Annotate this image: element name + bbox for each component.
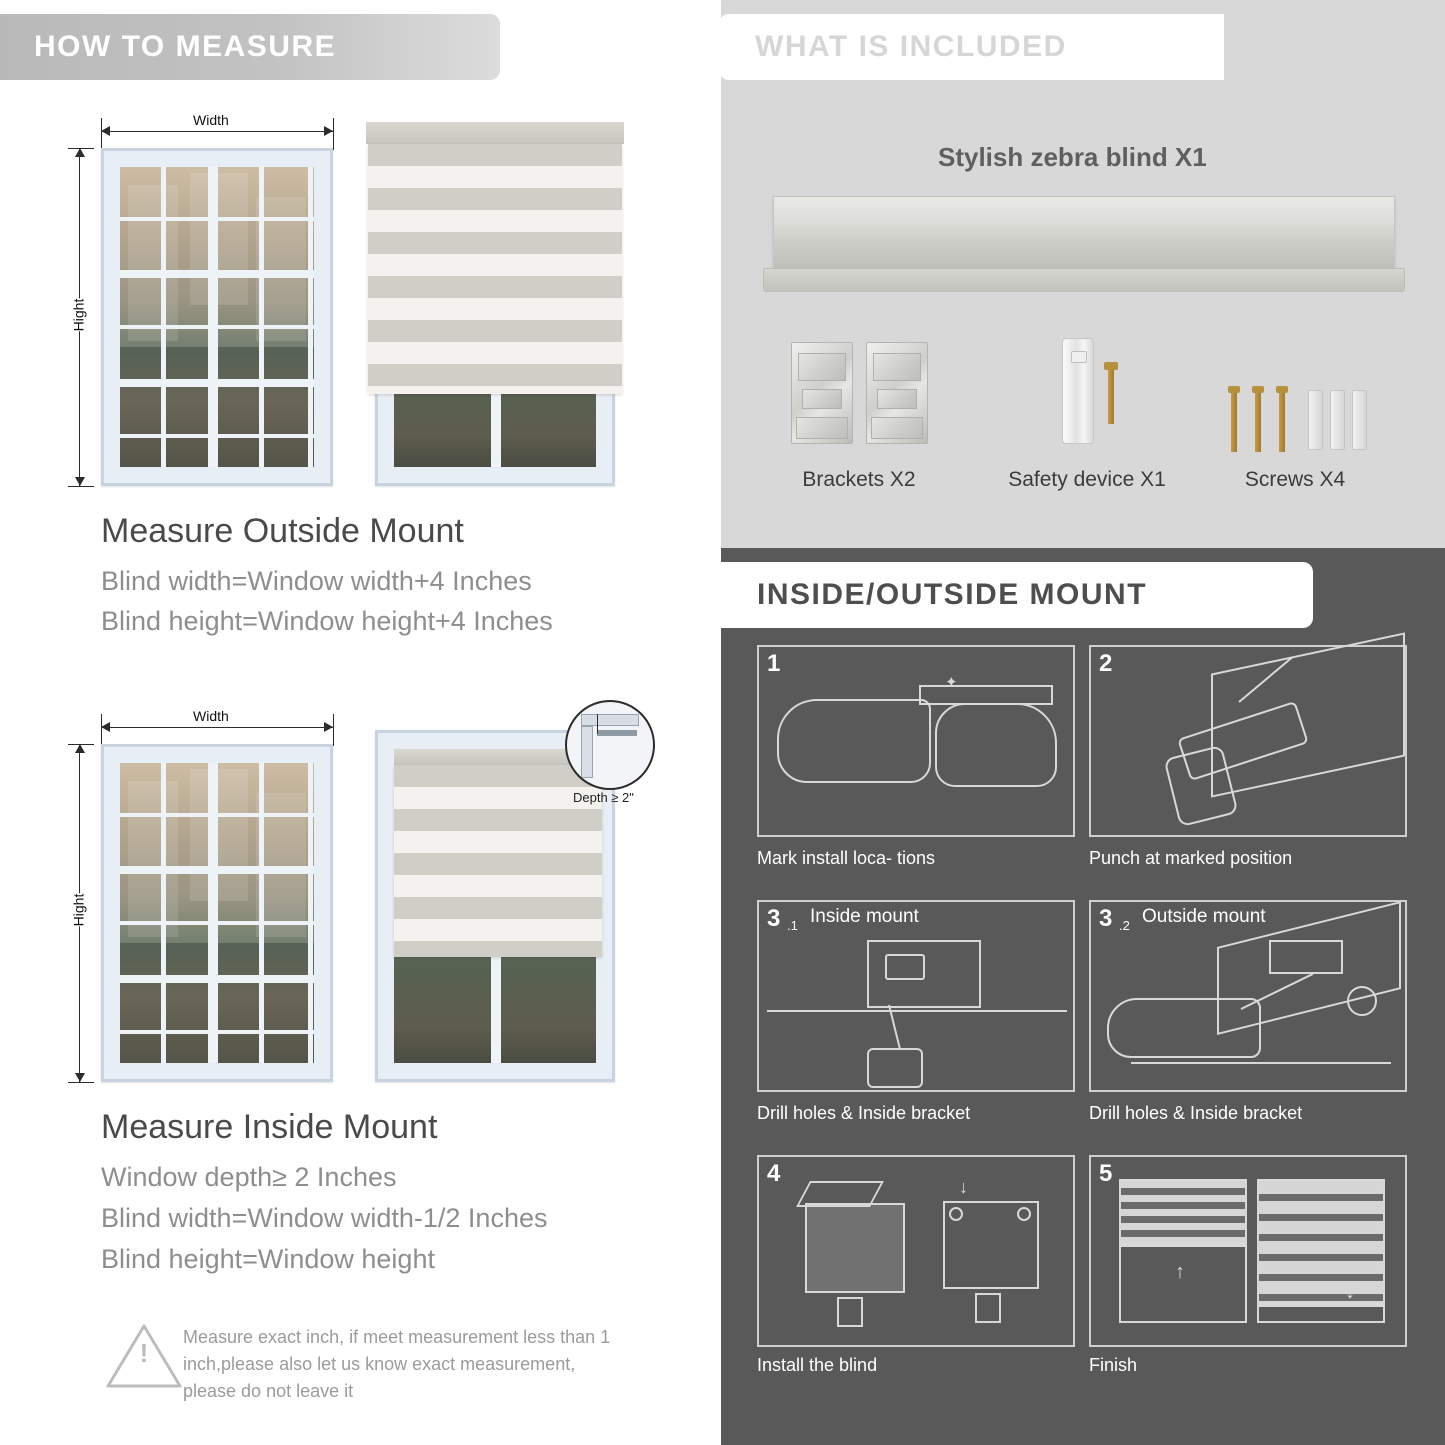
bracket-right-base: [871, 417, 923, 439]
window-outside-mullion-h1: [120, 270, 314, 278]
inside-width-tick-right: [333, 714, 334, 746]
what-is-included-banner: [719, 14, 1224, 80]
scene-building-2: [190, 173, 248, 305]
depth-callout-top-rail: [581, 714, 639, 726]
step-3-2-illustration: [1089, 900, 1407, 1092]
window-outside-grid-v3: [308, 167, 313, 467]
depth-callout-blind: [597, 730, 637, 736]
bracket-right-slot: [877, 389, 917, 409]
included-item-label-safety: Safety device X1: [1008, 468, 1166, 491]
screw-3-head: [1276, 386, 1288, 393]
window-outside-mullion-h2: [120, 379, 314, 387]
bracket-left: [791, 342, 853, 444]
step1-hand-right: [935, 703, 1057, 787]
outside-height-tick-top: [68, 148, 94, 149]
screw-1-body: [1231, 393, 1237, 452]
window-inside-mullion-h1: [120, 866, 314, 874]
inside-mount-line3: Blind height=Window height: [101, 1244, 435, 1274]
step-4-illustration: [757, 1155, 1075, 1347]
depth-callout-circle: [565, 700, 655, 790]
bracket-right: [866, 342, 928, 444]
inside-height-arrow-up: [75, 744, 85, 753]
window-outside-mount: [101, 148, 333, 486]
product-blind-bottom-rail: [763, 268, 1405, 292]
outside-height-arrow-down: [75, 477, 85, 486]
inside-height-tick-top: [68, 744, 94, 745]
step-1-number: 1: [767, 650, 781, 677]
bracket-left-base: [796, 417, 848, 439]
depth-callout-measure-line: [597, 714, 598, 734]
product-blind-body: [773, 196, 1395, 270]
step-5-caption: Finish: [1089, 1355, 1138, 1375]
step4-screw-dot-2: [949, 1207, 963, 1221]
window-outside-grid-v2: [259, 167, 264, 467]
measure-note-text: Measure exact inch, if meet measurement less than 1 inch,please also let us know exact measurement, please do not leave it: [183, 1327, 611, 1401]
step4-blind-right-weight: [975, 1293, 1001, 1323]
step-1-illustration: [757, 645, 1075, 837]
outside-blind-zebra-fabric: [368, 144, 622, 394]
window-outside-grid-h3: [120, 434, 314, 438]
safety-device-hole: [1071, 351, 1087, 363]
step-2-illustration: [1089, 645, 1407, 837]
safety-screw-head: [1104, 362, 1118, 370]
step-5-number: 5: [1099, 1160, 1113, 1187]
window-inside-grid-h2: [120, 921, 314, 925]
step32-screw-circle: [1347, 986, 1377, 1016]
anchor-1: [1308, 390, 1323, 450]
step4-bracket-clip: [796, 1181, 884, 1207]
screw-3-body: [1279, 393, 1285, 452]
step-3-1-illustration: [757, 900, 1075, 1092]
inside-width-dim-line: [101, 727, 333, 728]
step2-wall-corner: [1211, 632, 1405, 797]
anchor-3: [1352, 390, 1367, 450]
included-item-label-brackets: Brackets X2: [802, 468, 916, 491]
included-item-label-screws: Screws X4: [1244, 468, 1346, 491]
step5-down-arrow-icon: ↓: [1345, 1281, 1355, 1303]
step32-hand: [1107, 998, 1261, 1058]
step4-screw-dot-1: [1017, 1207, 1031, 1221]
step4-down-arrow-icon: ↓: [959, 1177, 968, 1197]
depth-label: Depth ≥ 2": [573, 790, 634, 805]
bracket-left-tab: [798, 353, 846, 381]
step-3-1-subnumber: .1: [787, 918, 798, 933]
window-outside-grid-h2: [120, 325, 314, 329]
inside-blind-zebra-fabric: [394, 765, 602, 957]
screw-1-head: [1228, 386, 1240, 393]
safety-device-screw: [1104, 362, 1118, 424]
anchor-2: [1330, 390, 1345, 450]
warning-mark: !: [139, 1338, 149, 1368]
how-to-measure-banner: [0, 14, 500, 80]
outside-width-arrow-left: [101, 126, 110, 136]
window-inside-mullion-h2: [120, 975, 314, 983]
screw-3: [1276, 386, 1288, 452]
inside-mount-line2: Blind width=Window width-1/2 Inches: [101, 1203, 548, 1233]
inside-width-label: Width: [188, 708, 234, 724]
outside-mount-line1: Blind width=Window width+4 Inches: [101, 566, 532, 596]
step-2-number: 2: [1099, 650, 1113, 677]
step32-wall-line: [1131, 1062, 1391, 1064]
step31-ceiling-line: [767, 1010, 1067, 1012]
step4-blind-left: [805, 1203, 905, 1293]
step-1-caption: Mark install loca- tions: [757, 848, 936, 868]
window-inside-grid-h3: [120, 1030, 314, 1034]
step5-blind-closed: [1257, 1179, 1385, 1307]
step31-bracket-hole: [885, 954, 925, 980]
scene3-building-1: [128, 781, 178, 937]
screw-2: [1252, 386, 1264, 452]
inside-mount-title: Measure Inside Mount: [101, 1108, 438, 1146]
step-3-1-inline-label: Inside mount: [810, 906, 919, 927]
step-4-number: 4: [767, 1160, 781, 1187]
safety-screw-body: [1108, 370, 1114, 424]
step32-bracket: [1269, 940, 1343, 974]
safety-device: [1062, 338, 1094, 444]
screw-2-head: [1252, 386, 1264, 393]
step-3-1-number: 3: [767, 905, 781, 932]
window-inside-grid-v1: [161, 763, 166, 1063]
inside-mount-line1: Window depth≥ 2 Inches: [101, 1162, 397, 1192]
step-3-2-number: 3: [1099, 905, 1113, 932]
inside-width-tick-left: [101, 714, 102, 746]
inside-width-arrow-left: [101, 722, 110, 732]
window-inside-grid-v3: [308, 763, 313, 1063]
what-is-included-title: WHAT IS INCLUDED: [755, 30, 1067, 63]
outside-height-label: Hight: [70, 298, 87, 332]
step5-up-arrow-icon: ↑: [1175, 1261, 1185, 1283]
step5-blind-open: [1119, 1179, 1247, 1247]
step1-spark-icon: ✦: [945, 674, 958, 691]
step-3-2-inline-label: Outside mount: [1142, 906, 1266, 927]
step5-window-right: [1257, 1303, 1385, 1323]
how-to-measure-title: HOW TO MEASURE: [34, 30, 337, 63]
screw-1: [1228, 386, 1240, 452]
outside-width-tick-right: [333, 118, 334, 150]
window-inside-mullion-v: [208, 763, 218, 1063]
scene3-building-2: [190, 769, 248, 901]
step-5-illustration: [1089, 1155, 1407, 1347]
step-3-1-caption: Drill holes & Inside bracket: [757, 1103, 971, 1123]
step-3-2-subnumber: .2: [1119, 918, 1130, 933]
bracket-left-slot: [802, 389, 842, 409]
outside-height-tick-bottom: [68, 486, 94, 487]
step-2-caption: Punch at marked position: [1089, 848, 1293, 868]
inside-outside-mount-banner: [721, 562, 1313, 628]
inside-height-label: Hight: [70, 893, 87, 927]
step-3-2-caption: Drill holes & Inside bracket: [1089, 1103, 1303, 1123]
included-heading: Stylish zebra blind X1: [938, 142, 1207, 172]
bracket-right-tab: [873, 353, 921, 381]
step31-screwdriver-handle: [867, 1048, 923, 1088]
step1-tape-measure: [919, 685, 1053, 705]
outside-width-tick-left: [101, 118, 102, 150]
outside-width-dim-line: [101, 131, 333, 132]
step4-blind-left-weight: [837, 1297, 863, 1327]
outside-width-label: Width: [188, 112, 234, 128]
window-inside-mount: [101, 744, 333, 1082]
step1-hand-left: [777, 699, 931, 783]
inside-height-tick-bottom: [68, 1082, 94, 1083]
screw-2-body: [1255, 393, 1261, 452]
window-outside-grid-h1: [120, 217, 314, 221]
step-4-caption: Install the blind: [757, 1355, 878, 1375]
window-with-inside-blind: [375, 730, 615, 1082]
inside-outside-mount-title: INSIDE/OUTSIDE MOUNT: [757, 578, 1148, 611]
outside-mount-title: Measure Outside Mount: [101, 512, 464, 550]
scene-building-1: [128, 185, 178, 341]
warning-triangle-icon: [104, 1320, 184, 1392]
window-outside-mullion-v: [208, 167, 218, 467]
depth-callout-side-rail: [581, 726, 593, 778]
how-to-measure-panel: [0, 0, 712, 1445]
inside-width-arrow-right: [324, 722, 333, 732]
outside-width-arrow-right: [324, 126, 333, 136]
outside-mount-line2: Blind height=Window height+4 Inches: [101, 606, 553, 636]
window-inside-grid-v2: [259, 763, 264, 1063]
outside-height-arrow-up: [75, 148, 85, 157]
window-inside-grid-h1: [120, 813, 314, 817]
outside-blind-headrail: [366, 122, 624, 144]
inside-height-arrow-down: [75, 1073, 85, 1082]
window-outside-grid-v1: [161, 167, 166, 467]
